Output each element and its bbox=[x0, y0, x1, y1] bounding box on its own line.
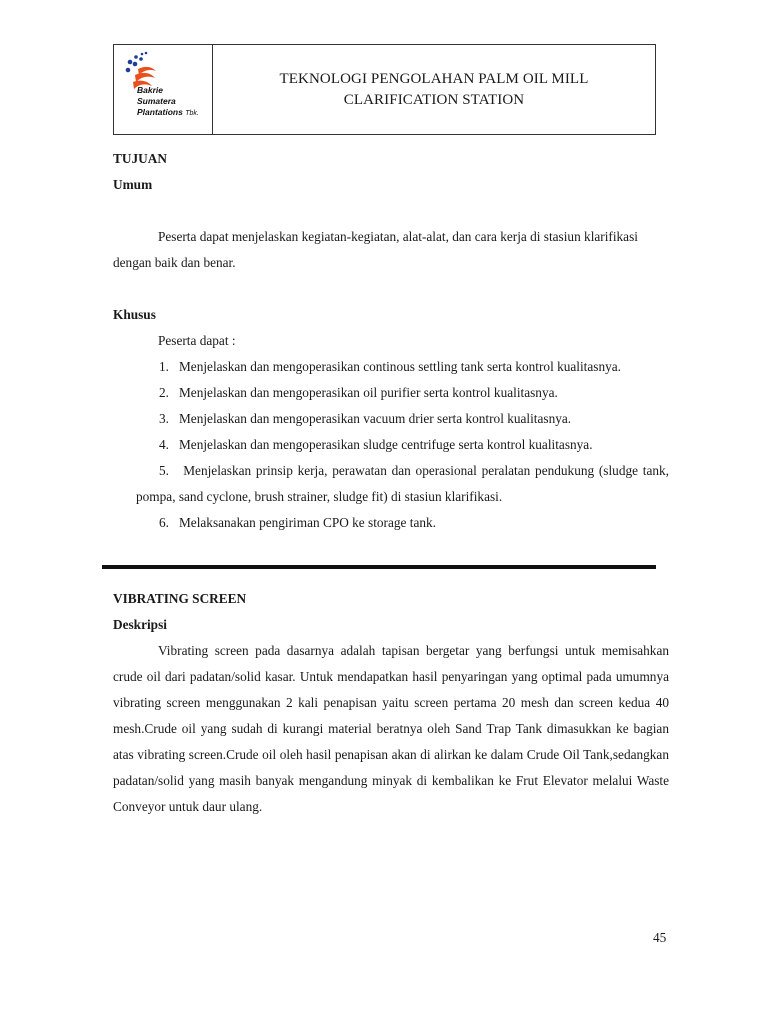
spacer bbox=[113, 198, 669, 224]
objectives-section bbox=[113, 146, 669, 536]
list-item-number: 5. bbox=[159, 463, 169, 478]
list-item-number: 6. bbox=[159, 515, 169, 530]
umum-paragraph: Peserta dapat menjelaskan kegiatan-kegiatan, alat-alat, dan cara kerja di stasiun klarifikasi dengan baik dan benar. bbox=[113, 229, 638, 270]
list-item-text bbox=[113, 380, 669, 406]
khusus-intro: Peserta dapat : bbox=[158, 333, 236, 348]
vibrating-screen-section bbox=[113, 586, 669, 820]
list-item bbox=[113, 406, 669, 432]
list-item-body: Melaksanakan pengiriman CPO ke storage tank. bbox=[178, 515, 436, 530]
list-item-body: Menjelaskan dan mengoperasikan vacuum drier serta kontrol kualitasnya. bbox=[178, 411, 572, 426]
list-item bbox=[113, 432, 669, 458]
logo-line-2: Sumatera bbox=[137, 96, 176, 106]
deskripsi-paragraph: Vibrating screen pada dasarnya adalah tapisan bergetar yang berfungsi untuk memisahkan crude oil dari padatan/solid kasar. Untuk mendapatkan hasil penyaringan yang optimal pada umumnya vibrating screen menggunakan 2 kali penapisan yaitu screen pertama 20 mesh dan screen kedua 40 mesh.Crude oil yang sudah di kurangi material beratnya oleh Sand Trap Tank dimasukkan ke bagian atas vibrating screen.Crude oil oleh hasil penapisan akan di alirkan ke dalam Crude Oil Tank,sedangkan padatan/solid yang masih banyak mengandung minyak di kembalikan ke Frut Elevator melalui Waste Conveyor untuk daur ulang. bbox=[113, 643, 669, 814]
list-item-number: 1. bbox=[159, 359, 169, 374]
list-item-body: Menjelaskan dan mengoperasikan sludge centrifuge serta kontrol kualitasnya. bbox=[178, 437, 593, 452]
list-item-text bbox=[113, 406, 669, 432]
title-line-1: TEKNOLOGI PENGOLAHAN PALM OIL MILL bbox=[279, 70, 589, 87]
list-item bbox=[113, 510, 669, 536]
list-item-text bbox=[113, 432, 669, 458]
spacer bbox=[113, 276, 669, 302]
deskripsi-heading: Deskripsi bbox=[113, 617, 167, 632]
tujuan-heading: TUJUAN bbox=[113, 151, 167, 166]
list-item-number: 3. bbox=[159, 411, 169, 426]
logo-line-3-text: Plantations bbox=[137, 107, 183, 117]
list-item bbox=[113, 458, 669, 510]
page-number: 45 bbox=[653, 930, 667, 945]
company-logo bbox=[114, 45, 213, 134]
list-item-text bbox=[113, 354, 669, 380]
vibrating-screen-heading: VIBRATING SCREEN bbox=[113, 591, 247, 606]
logo-suffix: Tbk. bbox=[185, 110, 199, 117]
logo-line-3 bbox=[137, 107, 199, 119]
list-item-number: 4. bbox=[159, 437, 169, 452]
list-item-body: Menjelaskan dan mengoperasikan continous settling tank serta kontrol kualitasnya. bbox=[178, 359, 621, 374]
list-item bbox=[113, 380, 669, 406]
khusus-heading: Khusus bbox=[113, 307, 156, 322]
document-header bbox=[113, 44, 656, 135]
logo-wordmark bbox=[137, 85, 199, 119]
list-item-text bbox=[113, 510, 669, 536]
khusus-list bbox=[113, 354, 669, 536]
umum-heading: Umum bbox=[113, 177, 153, 192]
list-item-text bbox=[113, 458, 669, 510]
list-item-body: Menjelaskan dan mengoperasikan oil purifier serta kontrol kualitasnya. bbox=[178, 385, 558, 400]
section-divider bbox=[102, 565, 656, 569]
list-item bbox=[113, 354, 669, 380]
logo-line-1: Bakrie bbox=[137, 85, 163, 95]
document-title bbox=[213, 45, 655, 134]
list-item-number: 2. bbox=[159, 385, 169, 400]
title-line-2: CLARIFICATION STATION bbox=[343, 91, 525, 108]
list-item-body: Menjelaskan prinsip kerja, perawatan dan operasional peralatan pendukung (sludge tank, pompa, sand cyclone, brush strainer, sludge fit) di stasiun klarifikasi. bbox=[136, 463, 669, 504]
